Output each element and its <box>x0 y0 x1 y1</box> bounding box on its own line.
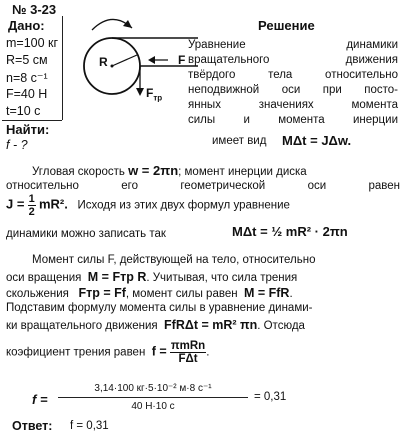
solution-line: вращательного движения <box>188 54 398 66</box>
given-line: R=5 см <box>6 53 48 67</box>
force-arrow-icon <box>148 56 155 64</box>
figure-label-r: R <box>99 55 108 69</box>
friction-arrow-icon <box>136 88 144 96</box>
figure-label-ftr: $F_{тр}$ <box>146 86 163 103</box>
p1-line1: Угловая скорость w = 2πn; момент инерции диска <box>32 163 307 178</box>
p2-line6: коэфициент трения равен f = $\frac{\text{πmRn}}{\text{FΔt}}$ . <box>6 340 210 365</box>
p2-line3: скольжения Fтр = Ff, момент силы равен M = FfR. <box>6 286 293 300</box>
given-line: F=40 Н <box>6 87 48 101</box>
p2-line1: Момент силы F, действующей на тело, относительно <box>32 254 316 266</box>
dynamics-formula: MΔt = JΔw. <box>282 133 352 148</box>
solution-line: янных значениях момента <box>188 99 398 111</box>
calc-denominator: 40 Н·10 с <box>131 401 175 412</box>
solution-line: силы и момента инерции <box>188 114 398 126</box>
p1-line4: динамики можно записать так <box>6 228 166 240</box>
figure-label-f: F <box>178 53 186 67</box>
solution-line: неподвижной оси при посто- <box>188 84 398 96</box>
calc-numerator: 3,14·100 кг·5·10⁻² м·8 с⁻¹ <box>94 383 212 394</box>
given-divider <box>62 16 63 120</box>
p2-line2: оси вращения M = Fтр R. Учитывая, что сила трения <box>6 270 298 284</box>
solution-header: Решение <box>258 18 315 33</box>
find-header: Найти: <box>6 122 50 137</box>
given-line: m=100 кг <box>6 36 59 50</box>
problem-number: № 3-23 <box>12 2 57 17</box>
find-line: f - ? <box>6 138 28 152</box>
given-line: t=10 с <box>6 104 41 118</box>
p1-line2: относительно его геометрической оси равен <box>6 180 400 192</box>
p1-formula: MΔt = ½ mR² · 2πn <box>232 224 348 239</box>
p1-line3: J = $\frac{1}{2}$ mR². Исходя из этих двух формул уравнение <box>6 193 290 218</box>
calc-fraction-bar <box>58 397 248 398</box>
p2-line4: Подставим формулу момента силы в уравнение динами- <box>6 302 313 314</box>
answer-value: f = 0,31 <box>70 420 109 432</box>
calc-lhs: f = <box>32 392 48 407</box>
calc-result: = 0,31 <box>254 391 287 403</box>
answer-label: Ответ: <box>12 419 53 433</box>
solution-last-line: имеет вид <box>212 135 267 147</box>
given-header: Дано: <box>8 18 45 33</box>
p2-line5: ки вращательного движения FfRΔt = mR² πn. Отсюда <box>6 318 305 332</box>
solution-line: Уравнение динамики <box>188 39 398 51</box>
given-underline <box>2 120 62 121</box>
given-line: n=8 с⁻¹ <box>6 71 48 85</box>
solution-line: твёрдого тела относительно <box>188 69 398 81</box>
